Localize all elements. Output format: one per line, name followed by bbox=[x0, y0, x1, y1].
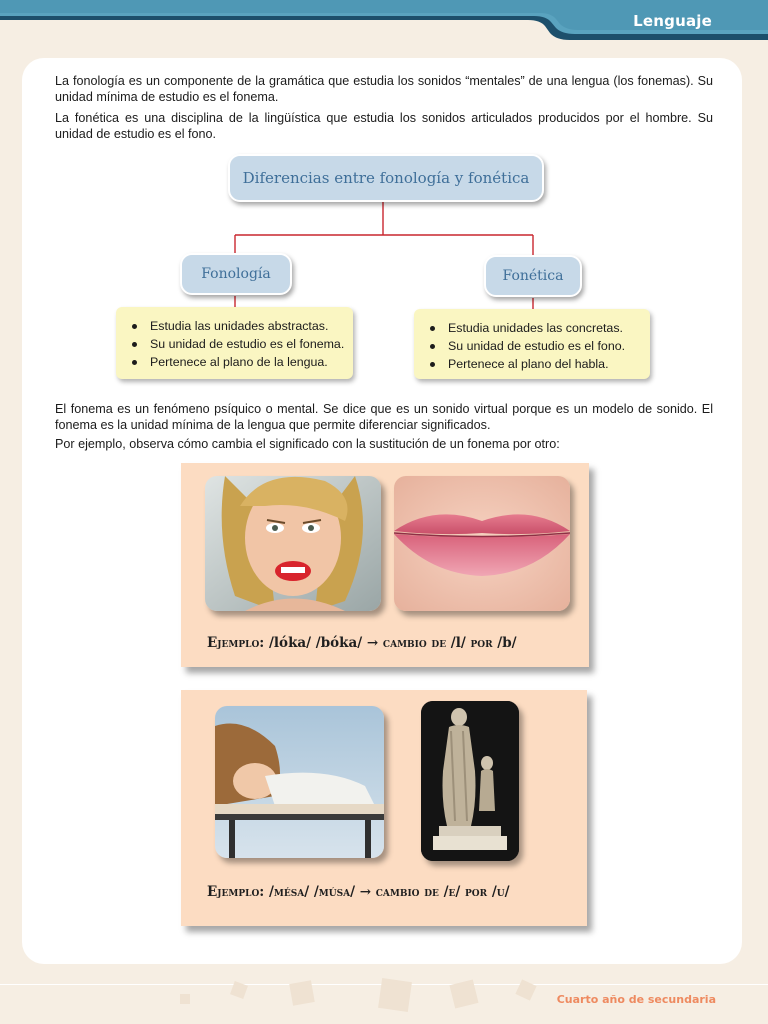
example-words: /lóka/ /bóka/ bbox=[269, 635, 363, 651]
photo-angry-woman bbox=[205, 476, 381, 611]
example-words: /mésa/ /músa/ bbox=[269, 884, 356, 900]
fonologia-characteristics-box bbox=[116, 307, 353, 379]
example-caption-2 bbox=[181, 884, 587, 900]
diagram-node-fonologia: Fonología bbox=[180, 253, 292, 295]
decorative-square bbox=[180, 994, 190, 1004]
list-item: Su unidad de estudio es el fono. bbox=[426, 337, 642, 355]
arrow-icon: → bbox=[366, 635, 379, 651]
intro-paragraph-fonologia: La fonología es un componente de la gramática que estudia los sonidos “mentales” de una lengua (los fonemas). Su unidad mínima de estudio es el fonema. bbox=[55, 74, 713, 104]
example-panel-loka-boka bbox=[181, 463, 589, 667]
photo-sleeping-student bbox=[215, 706, 384, 858]
footer-grade-label: Cuarto año de secundaria bbox=[556, 993, 716, 1006]
example-label: Ejemplo: bbox=[207, 635, 265, 651]
example-por: por bbox=[465, 884, 488, 900]
intro-paragraph-fonetica: La fonética es una disciplina de la lingüística que estudia los sonidos articulados producidos por el hombre. Su unidad de estudio es el fono. bbox=[55, 111, 713, 141]
example-intro-paragraph: Por ejemplo, observa cómo cambia el significado con la sustitución de un fonema por otro: bbox=[55, 437, 560, 451]
example-change-text: cambio de bbox=[382, 635, 447, 651]
list-item: Su unidad de estudio es el fonema. bbox=[128, 335, 345, 353]
example-por: por bbox=[470, 635, 493, 651]
decorative-square bbox=[378, 978, 412, 1012]
diagram-node-fonetica: Fonética bbox=[484, 255, 582, 297]
photo-lips bbox=[394, 476, 570, 611]
decorative-square bbox=[289, 980, 314, 1005]
decorative-square bbox=[515, 979, 536, 1000]
fonema-definition-paragraph: El fonema es un fenómeno psíquico o mental. Se dice que es un sonido virtual porque es un modelo de sonido. El fonema es la unidad mínima de la lengua que permite diferenciar significados. bbox=[55, 402, 713, 432]
arrow-icon: → bbox=[359, 884, 372, 900]
fonetica-characteristics-box bbox=[414, 309, 650, 379]
photo-statue bbox=[421, 701, 519, 861]
example-change-text: cambio de bbox=[375, 884, 439, 900]
list-item: Pertenece al plano de la lengua. bbox=[128, 353, 345, 371]
diagram-root-node: Diferencias entre fonología y fonética bbox=[228, 154, 544, 202]
example-phoneme-from: /e/ bbox=[443, 884, 461, 900]
list-item: Pertenece al plano del habla. bbox=[426, 355, 642, 373]
list-item: Estudia unidades las concretas. bbox=[426, 319, 642, 337]
example-label: Ejemplo: bbox=[207, 884, 265, 900]
example-phoneme-to: /u/ bbox=[491, 884, 510, 900]
example-panel-mesa-musa bbox=[181, 690, 587, 926]
example-caption-1 bbox=[181, 635, 589, 651]
example-phoneme-to: /b/ bbox=[497, 635, 517, 651]
list-item: Estudia las unidades abstractas. bbox=[128, 317, 345, 335]
example-phoneme-from: /l/ bbox=[450, 635, 466, 651]
section-title: Lenguaje bbox=[633, 12, 712, 30]
